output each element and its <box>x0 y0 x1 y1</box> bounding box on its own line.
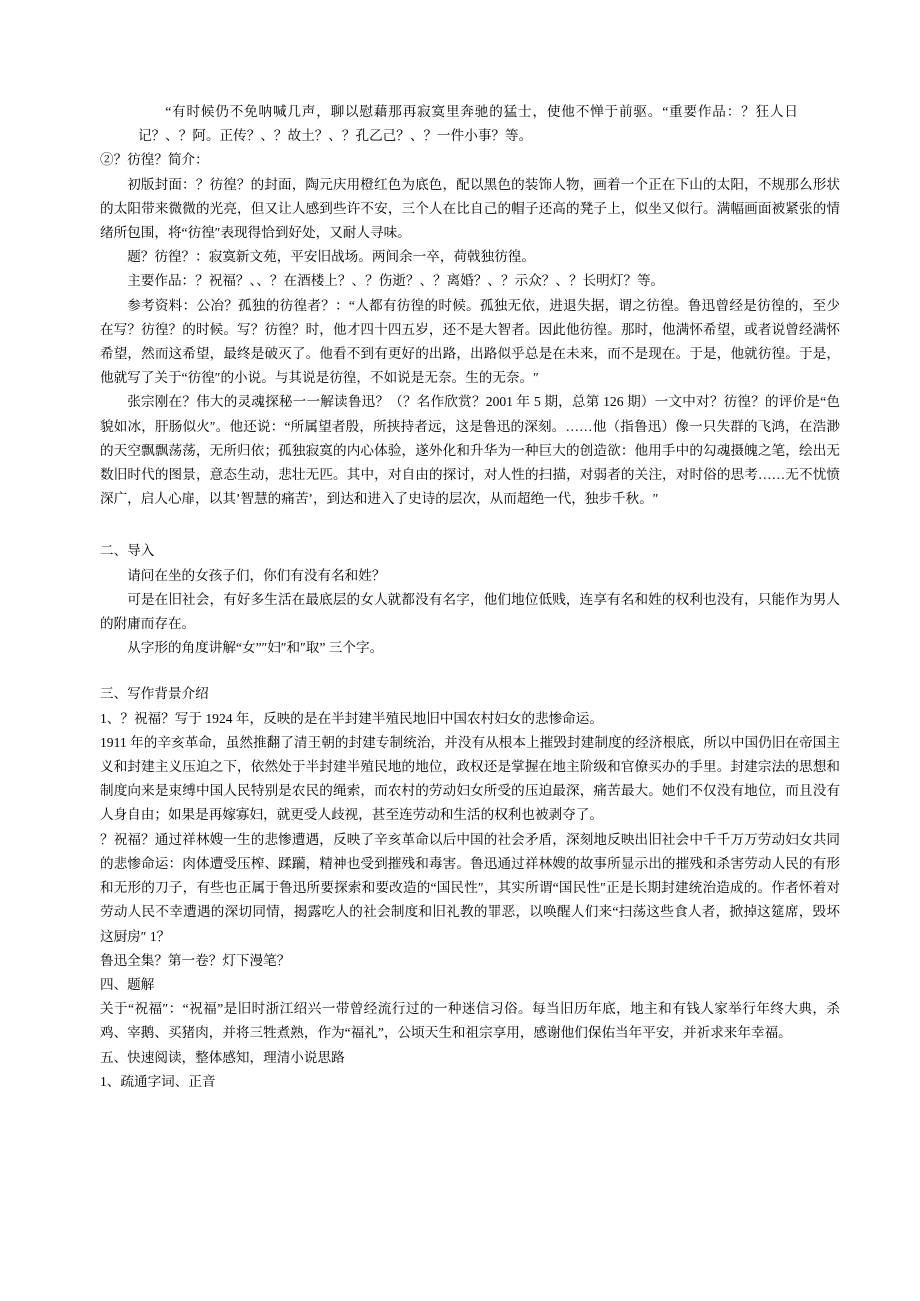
paragraph-main-works: 主要作品：？祝福？、、？在酒楼上？、？伤逝？、？离婚？、？示众？、？长明灯？等。 <box>127 273 665 289</box>
paragraph-panghuang-heading: ②？彷徨？简介： <box>100 152 209 168</box>
spacer-before-section-3 <box>100 660 840 682</box>
heading-section-5: 五、快速阅读，整体感知，理清小说思路 <box>100 1049 345 1065</box>
paragraph-item-1: 1、疏通字词、正音 <box>100 1073 216 1089</box>
paragraph-daoru-question: 请问在坐的女孩子们，你们有没有名和姓？ <box>127 567 386 583</box>
paragraph-cover-description: 初版封面：？彷徨？的封面，陶元庆用橙红色为底色，配以黑色的装饰人物，画着一个正在下山的太阳，不规那么形状的太阳带来微微的光亮，但又让人感到些许不安，三个人在比自己的帽子还高的凳子上，似坐又似行。满幅画面被紧张的情绪所包围，将“彷徨″表现得恰到好处，又耐人寻味。 <box>100 176 840 241</box>
document-body <box>100 100 840 1154</box>
spacer-page-bottom <box>100 1094 840 1154</box>
paragraph-background-3: ？祝福？通过祥林嫂一生的悲惨遭遇，反映了辛亥革命以后中国的社会矛盾，深刻地反映出旧社会中千千万万劳动妇女共同的悲惨命运：肉体遭受压榨、蹂躏，精神也受到摧残和毒害。鲁迅通过祥林嫂的故事所显示出的摧残和杀害劳动人民的有形和无形的刀子，有些也正属于鲁迅所要探索和要改造的“国民性″，其实所谓“国民性″正是长期封建统治造成的。作者怀着对劳动人民不幸遭遇的深切同情，揭露吃人的社会制度和旧礼教的罪恶，以唤醒人们来“扫荡这些食人者，掀掉这筵席，毁坏这厨房″ 1？ <box>100 831 840 944</box>
paragraph-background-source: 鲁迅全集？第一卷？灯下漫笔？ <box>100 952 291 968</box>
paragraph-background-2: 1911 年的辛亥革命，虽然推翻了清王朝的封建专制统治，并没有从根本上摧毁封建制度的经济根底，所以中国仍旧在帝国主义和封建主义压迫之下，依然处于半封建半殖民地的地位，政权还是掌握在地主阶级和官僚买办的手里。封建宗法的思想和制度向来是束缚中国人民特别是农民的绳索，而农村的劳动妇女所受的压迫最深，痛苦最大。她们不仅没有地位，而且没有人身自由；如果是再嫁寡妇，就更受人歧视，甚至连劳动和生活的权利也被剥夺了。 <box>100 734 840 823</box>
heading-section-4: 四、题解 <box>100 976 155 992</box>
heading-section-2: 二、导入 <box>100 543 155 559</box>
paragraph-ti-panghuang: 题？彷徨？：寂寞新文苑，平安旧战场。两间余一卒，荷戟独彷徨。 <box>127 249 535 265</box>
paragraph-tijie-1: 关于“祝福″：“祝福”是旧时浙江绍兴一带曾经流行过的一种迷信习俗。每当旧历年底，地主和有钱人家举行年终大典，杀鸡、宰鹅、买猪肉，并将三牲煮熟，作为“福礼”，公顷天生和祖宗享用，感谢他们保佑当年平安，并祈求来年幸福。 <box>100 1001 840 1041</box>
paragraph-background-1: 1、？祝福？写于 1924 年，反映的是在半封建半殖民地旧中国农村妇女的悲惨命运。 <box>100 710 603 726</box>
paragraph-daoru-explanation: 可是在旧社会，有好多生活在最底层的女人就都没有名字，他们地位低贱，连享有名和姓的权利也没有，只能作为男人的附庸而存在。 <box>100 591 840 632</box>
heading-section-3: 三、写作背景介绍 <box>100 686 209 702</box>
paragraph-zhangzonggang: 张宗刚在？伟大的灵魂探秘一一解读鲁迅？（？名作欣赏？2001 年 5 期，总第 126 期）一文中对？彷徨？的评价是“色貌如冰，肝肠似火″。他还说：“所属望者殷，所挟持者远，这是鲁迅的深刻。……他（指鲁迅）像一只失群的飞鸿，在浩渺的天空飘飘荡荡，无所归依；孤独寂寞的内心体验，遂外化和升华为一种巨大的创造欲：他用手中的勾魂摄魄之笔，绘出无数旧时代的图景，意态生动，悲壮无匹。其中，对自由的探讨，对人性的扫描，对弱者的关注，对时俗的思考……无不忧愤深广，启人心扉，以其’智慧的痛苦’，到达和进入了史诗的层次，从而超绝一代，独步千秋。″ <box>100 394 840 507</box>
spacer-before-section-2 <box>100 511 840 539</box>
paragraph-quote-intro: “有时候仍不免呐喊几声，聊以慰藉那再寂寞里奔驰的猛士，使他不惮于前驱。“重要作品：？狂人日记？、？阿。正传？、？故土？、？孔乙己？、？一件小事？等。 <box>138 104 798 144</box>
paragraph-reference-gongye: 参考资料：公冶？孤独的彷徨者？：“人都有彷徨的时候。孤独无依，进退失据，谓之彷徨。鲁迅曾经是彷徨的，至少在写？彷徨？的时候。写？彷徨？时，他才四十四五岁，还不是大智者。因此他彷徨。那时，他满怀希望，或者说曾经满怀希望，然而这希望，最终是破灭了。他看不到有更好的出路，出路似乎总是在未来，而不是现在。于是，他就彷徨。于是，他就写了关于“彷徨″的小说。与其说是彷徨，不如说是无奈。生的无奈。″ <box>100 297 840 386</box>
paragraph-daoru-characters: 从字形的角度讲解“女”″妇″和″取” 三个字。 <box>127 640 384 656</box>
